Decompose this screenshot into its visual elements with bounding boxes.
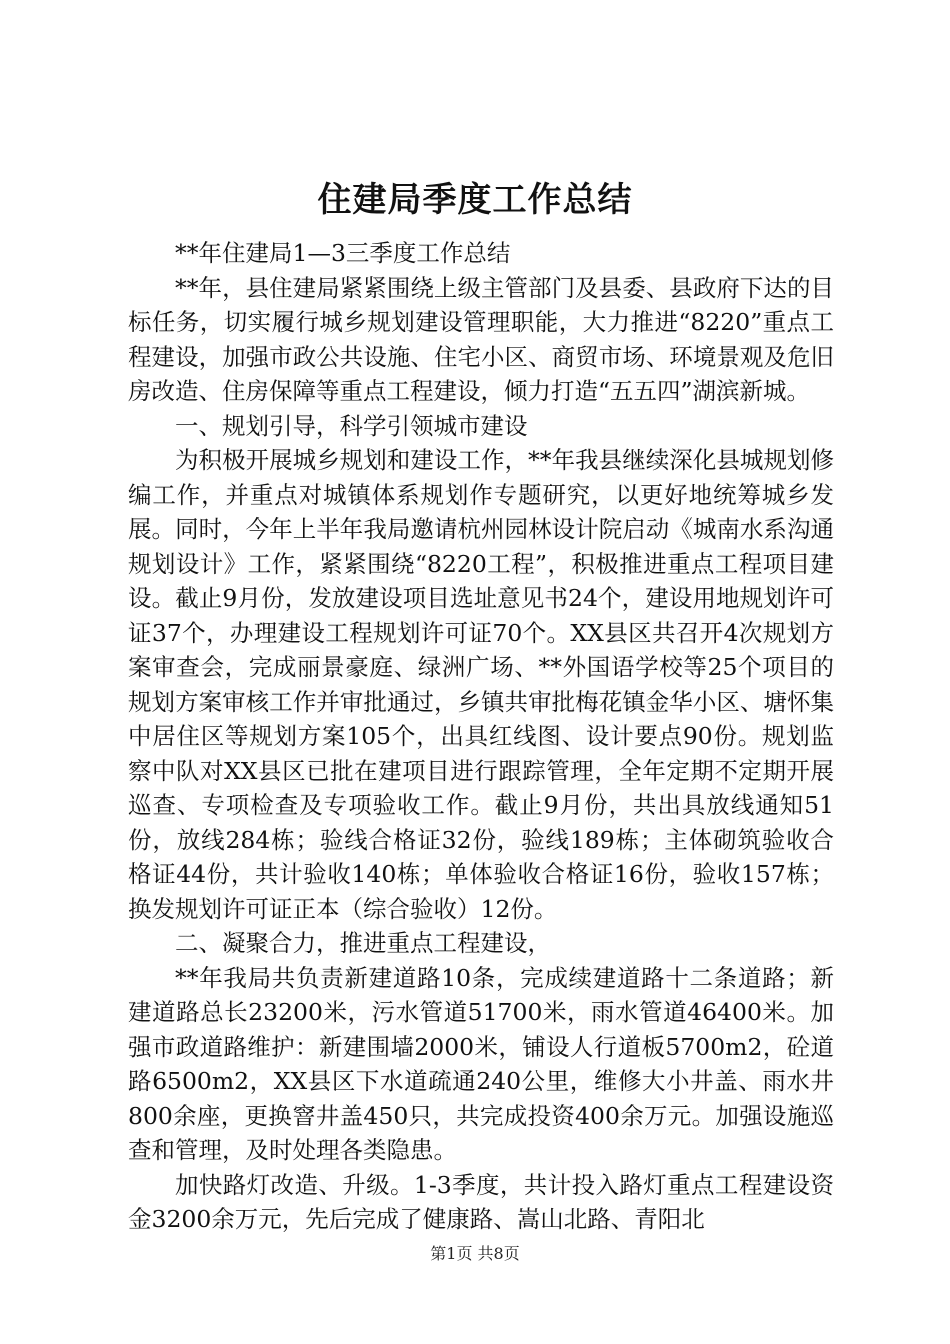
subtitle-paragraph: **年住建局1—3三季度工作总结 [175,239,511,267]
document-title: 住建局季度工作总结 [317,180,633,220]
page-footer: 第1页 共8页 [430,1244,520,1263]
intro-paragraph: **年，县住建局紧紧围绕上级主管部门及县委、县政府下达的目标任务，切实履行城乡规划建设管理职能，大力推进“8220”重点工程建设，加强市政公共设施、住宅小区、商贸市场、环境景观及危旧房改造、住房保障等重点工程建设，倾力打造“五五四”湖滨新城。 [128,273,834,405]
planning-paragraph: 为积极开展城乡规划和建设工作，**年我县继续深化县城规划修编工作，并重点对城镇体系规划作专题研究，以更好地统筹城乡发展。同时，今年上半年我局邀请杭州园林设计院启动《城南水系沟通规划设计》工作，紧紧围绕“8220工程”，积极推进重点工程项目建设。截止9月份，发放建设项目选址意见书24个，建设用地规划许可证37个，办理建设工程规划许可证70个。XX县区共召开4次规划方案审查会，完成丽景豪庭、绿洲广场、**外国语学校等25个项目的规划方案审核工作并审批通过，乡镇共审批梅花镇金华小区、塘怀集中居住区等规划方案105个，出具红线图、设计要点90份。规划监察中队对XX县区已批在建项目进行跟踪管理，全年定期不定期开展巡查、专项检查及专项验收工作。截止9月份，共出具放线通知51份，放线284栋；验线合格证32份，验线189栋；主体砌筑验收合格证44份，共计验收140栋；单体验收合格证16份，验收157栋；换发规划许可证正本（综合验收）12份。 [128,446,834,923]
section-heading-planning: 一、规划引导，科学引领城市建设 [175,411,528,440]
streetlights-paragraph: 加快路灯改造、升级。1-3季度，共计投入路灯重点工程建设资金3200余万元，先后完成了健康路、嵩山北路、青阳北 [128,1170,834,1233]
document-body [128,236,834,1237]
roads-paragraph: **年我局共负责新建道路10条，完成续建道路十二条道路；新建道路总长23200米，污水管道51700米，雨水管道46400米。加强市政道路维护：新建围墙2000米，铺设人行道板5700m2，砼道路6500m2，XX县区下水道疏通240公里，维修大小井盖、雨水井800余座，更换窨井盖450只，共完成投资400余万元。加强设施巡查和管理，及时处理各类隐患。 [128,963,834,1164]
section-heading-key-projects: 二、凝聚合力，推进重点工程建设， [175,929,551,957]
